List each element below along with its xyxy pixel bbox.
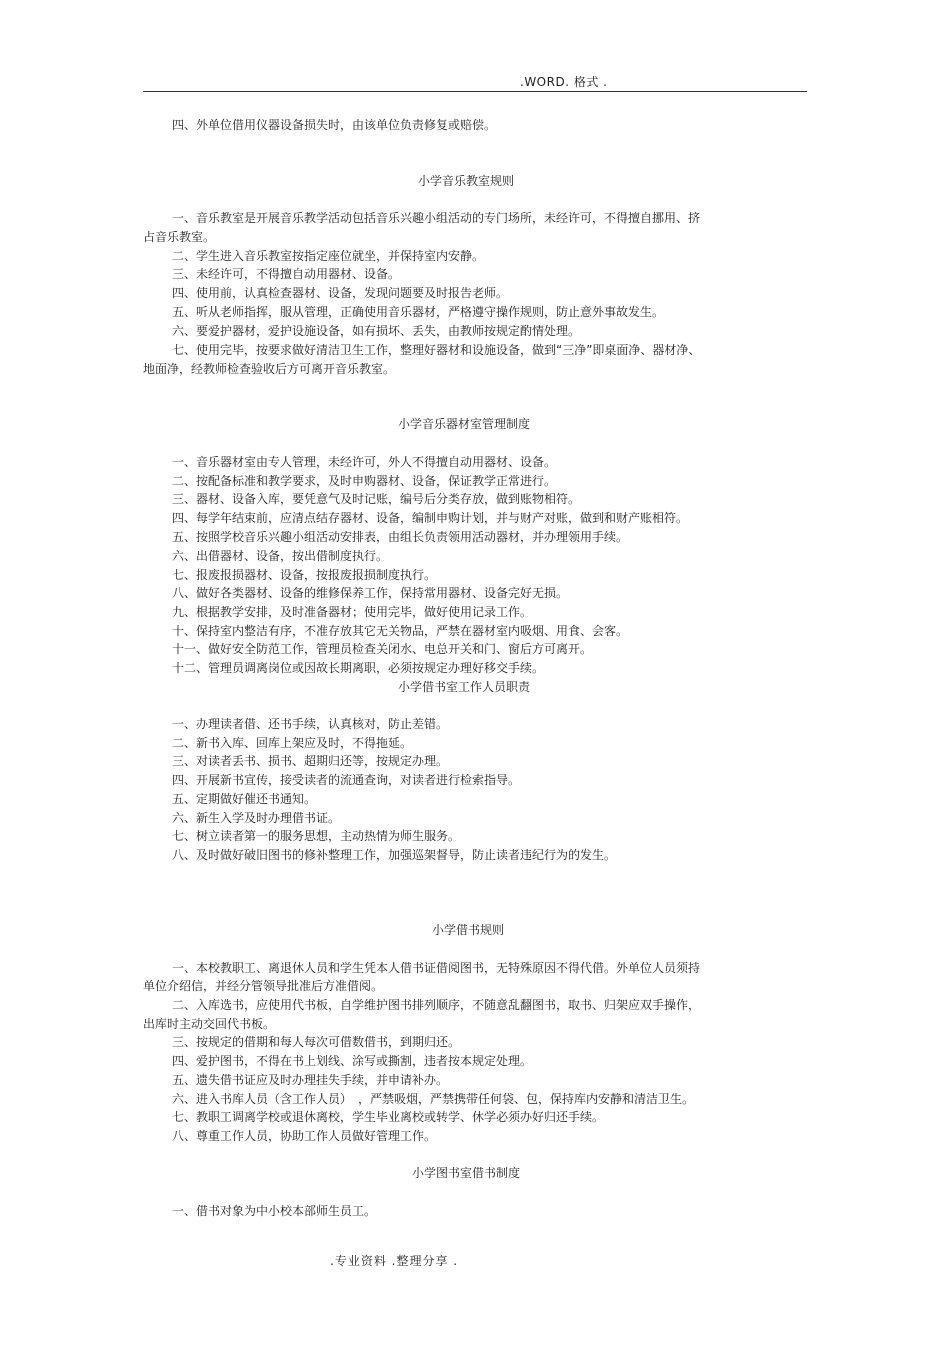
list-item: 五、遗失借书证应及时办理挂失手续，并申请补办。 — [172, 1073, 449, 1087]
list-item: 四、开展新书宣传，接受读者的流通查询，对读者进行检索指导。 — [172, 773, 521, 787]
list-item: 地面净，经教师检查验收后方可离开音乐教室。 — [143, 362, 396, 376]
list-item: 单位介绍信，并经分管领导批准后方准借阅。 — [143, 979, 384, 993]
list-item: 六、新生入学及时办理借书证。 — [172, 811, 341, 825]
list-item: 三、按规定的借期和每人每次可借数借书，到期归还。 — [172, 1035, 461, 1049]
list-item: 七、教职工调离学校或退休离校，学生毕业离校或转学、休学必须办好归还手续。 — [172, 1110, 605, 1124]
list-item: 六、要爱护器材，爱护设施设备，如有损坏、丢失，由教师按规定酌情处理。 — [172, 324, 581, 338]
list-item: 出库时主动交回代书板。 — [143, 1017, 276, 1031]
list-item: 六、出借器材、设备，按出借制度执行。 — [172, 549, 389, 563]
list-item: 二、学生进入音乐教室按指定座位就坐，并保持室内安静。 — [172, 249, 485, 263]
list-item: 十二、管理员调离岗位或因故长期离职，必须按规定办理好移交手续。 — [172, 661, 545, 675]
list-item: 八、尊重工作人员，协助工作人员做好管理工作。 — [172, 1129, 437, 1143]
list-item: 五、定期做好催还书通知。 — [172, 792, 317, 806]
list-item: 一、音乐教室是开展音乐教学活动包括音乐兴趣小组活动的专门场所，未经许可，不得擅自挪用、挤 — [172, 211, 701, 225]
list-item: 四、爱护图书，不得在书上划线、涂写或撕割，违者按本规定处理。 — [172, 1054, 533, 1068]
list-item: 一、音乐器材室由专人管理，未经许可，外人不得擅自动用器材、设备。 — [172, 455, 557, 469]
list-item: 四、每学年结束前，应清点结存器材、设备，编制申购计划，并与财产对账，做到和财产账相符。 — [172, 511, 689, 525]
list-item: 一、办理读者借、还书手续，认真核对，防止差错。 — [172, 717, 449, 731]
section-title-library-system: 小学图书室借书制度 — [412, 1166, 521, 1180]
list-item: 八、做好各类器材、设备的维修保养工作，保持常用器材、设备完好无损。 — [172, 586, 569, 600]
page-footer: .专业资料 .整理分享 . — [330, 1254, 459, 1268]
list-item: 五、按照学校音乐兴趣小组活动安排表，由组长负责领用活动器材，并办理领用手续。 — [172, 530, 629, 544]
list-item: 九、根据教学安排，及时准备器材；使用完毕，做好使用记录工作。 — [172, 605, 533, 619]
list-item: 一、本校教职工、离退休人员和学生凭本人借书证借阅图书，无特殊原因不得代借。外单位人员须持 — [172, 961, 701, 975]
list-item: 七、报废报损器材、设备，按报废报损制度执行。 — [172, 568, 437, 582]
section-title-music-rules: 小学音乐教室规则 — [418, 174, 515, 188]
header-text: .WORD. 格式 . — [520, 75, 608, 89]
header-rule — [143, 91, 807, 92]
section-title-librarian: 小学借书室工作人员职责 — [398, 680, 531, 694]
list-item: 七、树立读者第一的服务思想，主动热情为师生服务。 — [172, 829, 461, 843]
list-item: 十一、做好安全防范工作，管理员检查关闭水、电总开关和门、窗后方可离开。 — [172, 642, 593, 656]
list-item: 六、进入书库人员（含工作人员） ，严禁吸烟，严禁携带任何袋、包，保持库内安静和清洁卫生。 — [172, 1092, 695, 1106]
list-item: 二、入库选书，应使用代书板，自学维护图书排列顺序，不随意乱翻图书，取书、归架应双手操作， — [172, 998, 701, 1012]
list-item: 三、器材、设备入库，要凭意气及时记账，编号后分类存放，做到账物相符。 — [172, 492, 581, 506]
list-item: 占音乐教室。 — [143, 230, 216, 244]
list-item: 二、按配备标准和教学要求，及时申购器材、设备，保证教学正常进行。 — [172, 474, 557, 488]
list-item: 三、未经许可，不得擅自动用器材、设备。 — [172, 267, 401, 281]
list-item: 八、及时做好破旧图书的修补整理工作，加强巡架督导，防止读者违纪行为的发生。 — [172, 848, 617, 862]
list-item: 五、听从老师指挥，服从管理，正确使用音乐器材，严格遵守操作规则，防止意外事故发生。 — [172, 305, 665, 319]
list-item: 一、借书对象为中小校本部师生员工。 — [172, 1204, 377, 1218]
list-item: 二、新书入库、回库上架应及时，不得拖延。 — [172, 736, 413, 750]
list-item: 七、使用完毕，按要求做好清洁卫生工作，整理好器材和设施设备，做到“三净”即桌面净、器材净、 — [172, 343, 701, 357]
section-title-borrow-rules: 小学借书规则 — [432, 923, 505, 937]
intro-line: 四、外单位借用仪器设备损失时，由该单位负责修复或赔偿。 — [172, 118, 497, 132]
list-item: 四、使用前，认真检查器材、设备，发现问题要及时报告老师。 — [172, 286, 509, 300]
list-item: 三、对读者丢书、损书、超期归还等，按规定办理。 — [172, 754, 449, 768]
section-title-equipment: 小学音乐器材室管理制度 — [398, 417, 531, 431]
list-item: 十、保持室内整洁有序，不准存放其它无关物品，严禁在器材室内吸烟、用食、会客。 — [172, 624, 629, 638]
